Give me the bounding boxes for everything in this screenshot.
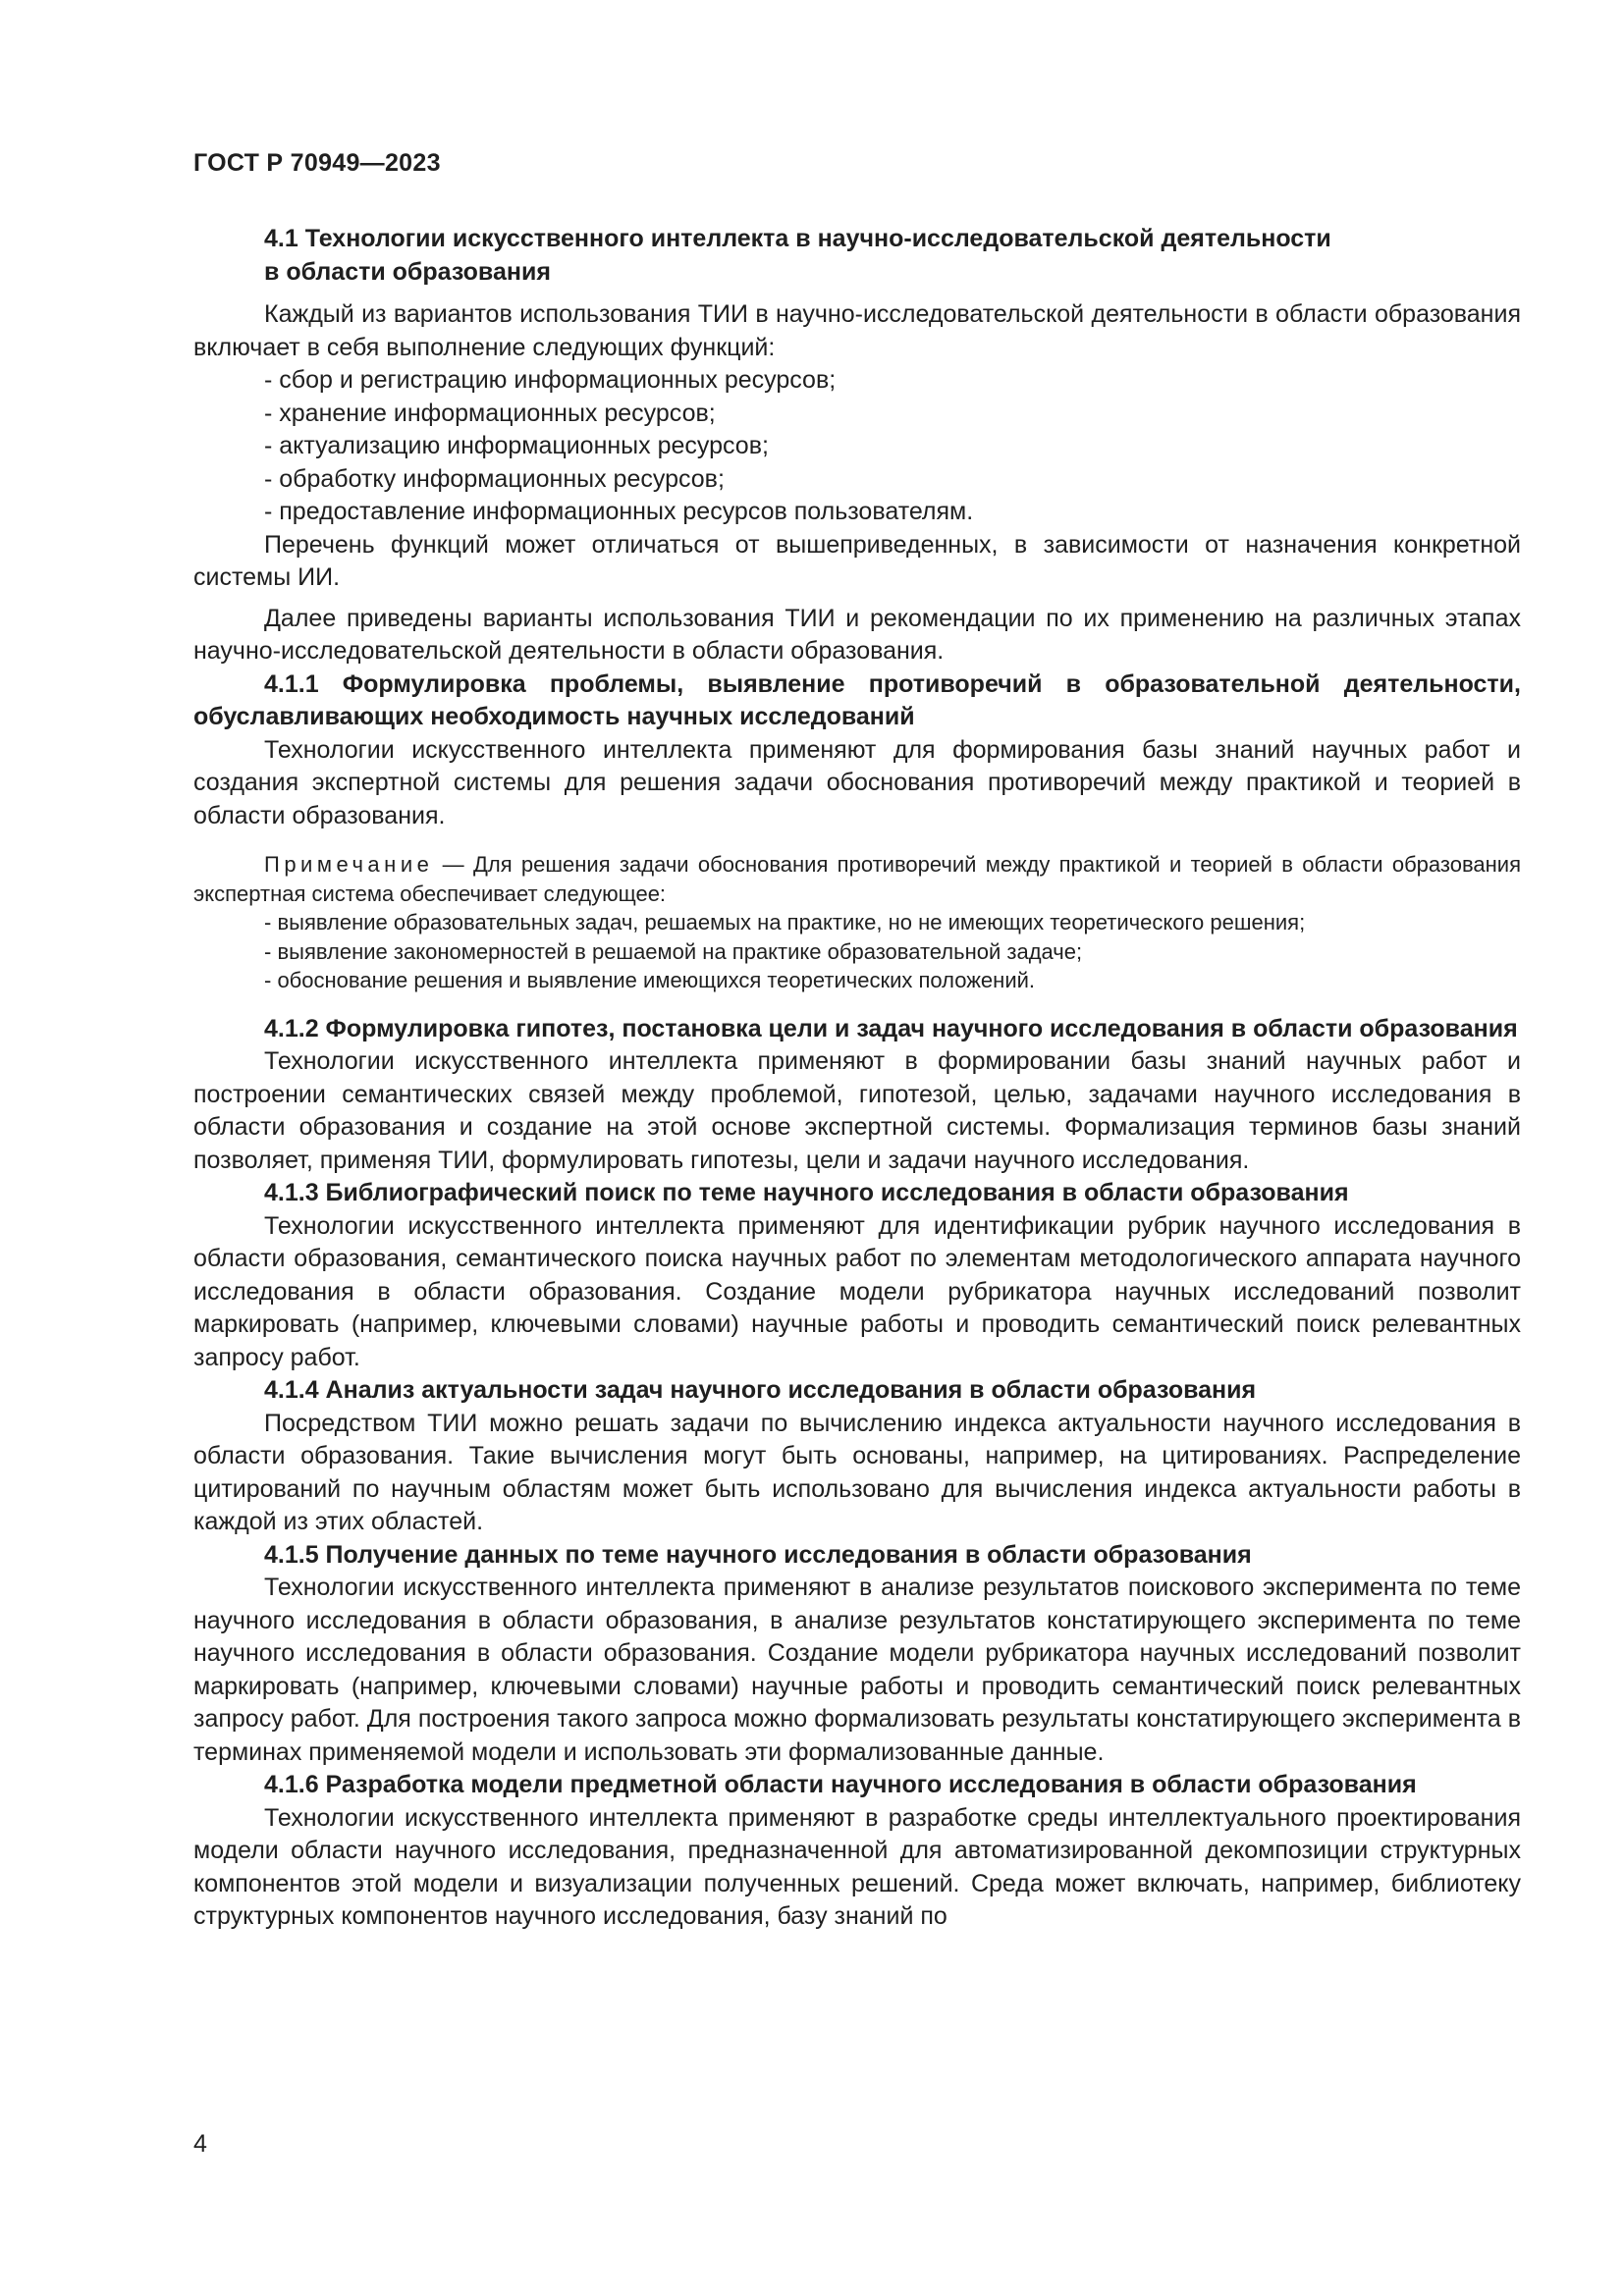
heading-4-1-5: 4.1.5 Получение данных по теме научного исследования в области образования	[264, 1540, 1252, 1569]
note-text: — Для решения задачи обоснования противоречий между практикой и теорией в области образования экспертная система обеспечивает следующее:	[193, 852, 1521, 906]
note-item: - выявление закономерностей в решаемой на практике образовательной задаче;	[264, 938, 1083, 964]
text-4-1-4: Посредством ТИИ можно решать задачи по вычислению индекса актуальности научного исследования в области образования. Такие вычисления могут быть основаны, например, на цитированиях. Распределение цитирований по научным областям может быть использовано для вычисления индекса актуальности работы в каждой из этих областей.	[193, 1409, 1521, 1535]
page-number: 4	[193, 2130, 207, 2158]
heading-4-1-1: 4.1.1 Формулировка проблемы, выявление противоречий в образовательной деятельности, обуславливающих необходимость научных исследований	[193, 669, 1521, 730]
note-item: - обоснование решения и выявление имеющихся теоретических положений.	[264, 968, 1036, 992]
text-4-1-6: Технологии искусственного интеллекта применяют в разработке среды интеллектуального проектирования модели области научного исследования, предназначенной для автоматизированной декомпозиции структурных компонентов этой модели и визуализации полученных решений. Среда может включать, например, библиотеку структурных компонентов научного исследования, базу знаний по	[193, 1803, 1521, 1930]
page-content	[193, 222, 1521, 1934]
intro-paragraph: Каждый из вариантов использования ТИИ в научно-исследовательской деятельности в области образования включает в себя выполнение следующих функций:	[193, 300, 1521, 361]
section-title	[193, 222, 1521, 289]
text-4-1-3: Технологии искусственного интеллекта применяют для идентификации рубрик научного исследования в области образования, семантического поиска научных работ по элементам методологического аппарата научного исследования в области образования. Создание модели рубрикатора научных исследований позволит маркировать (например, ключевыми словами) научные работы и проводить семантический поиск релевантных запросу работ.	[193, 1211, 1521, 1371]
function-item: - предоставление информационных ресурсов пользователям.	[264, 498, 974, 525]
note-block	[193, 850, 1521, 995]
variants-paragraph: Далее приведены варианты использования ТИИ и рекомендации по их применению на различных этапах научно-исследовательской деятельности в области образования.	[193, 604, 1521, 665]
function-item: - обработку информационных ресурсов;	[264, 464, 725, 493]
note-item: - выявление образовательных задач, решаемых на практике, но не имеющих теоретического решения;	[264, 910, 1306, 934]
function-item: - актуализацию информационных ресурсов;	[264, 432, 769, 459]
heading-4-1-3: 4.1.3 Библиографический поиск по теме научного исследования в области образования	[264, 1179, 1349, 1206]
text-4-1-5: Технологии искусственного интеллекта применяют в анализе результатов поискового эксперимента по теме научного исследования в области образования, в анализе результатов констатирующего эксперимента по теме научного исследования в области образования. Создание модели рубрикатора научных исследований позволит маркировать (например, ключевыми словами) научные работы и проводить семантический поиск релевантных запросу работ. Для построения такого запроса можно формализовать результаты констатирующего эксперимента в терминах применяемой модели и использовать эти формализованные данные.	[193, 1574, 1521, 1766]
heading-4-1-6: 4.1.6 Разработка модели предметной области научного исследования в области образования	[264, 1771, 1417, 1798]
function-item: - хранение информационных ресурсов;	[264, 399, 716, 427]
function-item: - сбор и регистрацию информационных ресурсов;	[264, 366, 837, 394]
note-paragraph	[193, 850, 1521, 908]
text-4-1-1: Технологии искусственного интеллекта применяют для формирования базы знаний научных работ и создания экспертной системы для решения задачи обоснования противоречий между практикой и теорией в области образования.	[193, 735, 1521, 829]
text-4-1-2: Технологии искусственного интеллекта применяют в формировании базы знаний научных работ и построении семантических связей между проблемой, гипотезой, целью, задачами научного исследования в области образования и создание на этой основе экспертной системы. Формализация терминов базы знаний позволяет, применяя ТИИ, формулировать гипотезы, цели и задачи научного исследования.	[193, 1047, 1521, 1174]
heading-4-1-2: 4.1.2 Формулировка гипотез, постановка цели и задач научного исследования в области образования	[264, 1014, 1518, 1042]
section-title-line-1: 4.1 Технологии искусственного интеллекта в научно-исследовательской деятельности	[264, 225, 1331, 252]
heading-4-1-4: 4.1.4 Анализ актуальности задач научного исследования в области образования	[264, 1376, 1257, 1404]
functions-note-paragraph: Перечень функций может отличаться от вышеприведенных, в зависимости от назначения конкретной системы ИИ.	[193, 530, 1521, 591]
section-title-line-2: в области образования	[264, 258, 551, 286]
note-label: Примечание	[264, 852, 434, 877]
document-id-header: ГОСТ Р 70949—2023	[193, 149, 441, 177]
